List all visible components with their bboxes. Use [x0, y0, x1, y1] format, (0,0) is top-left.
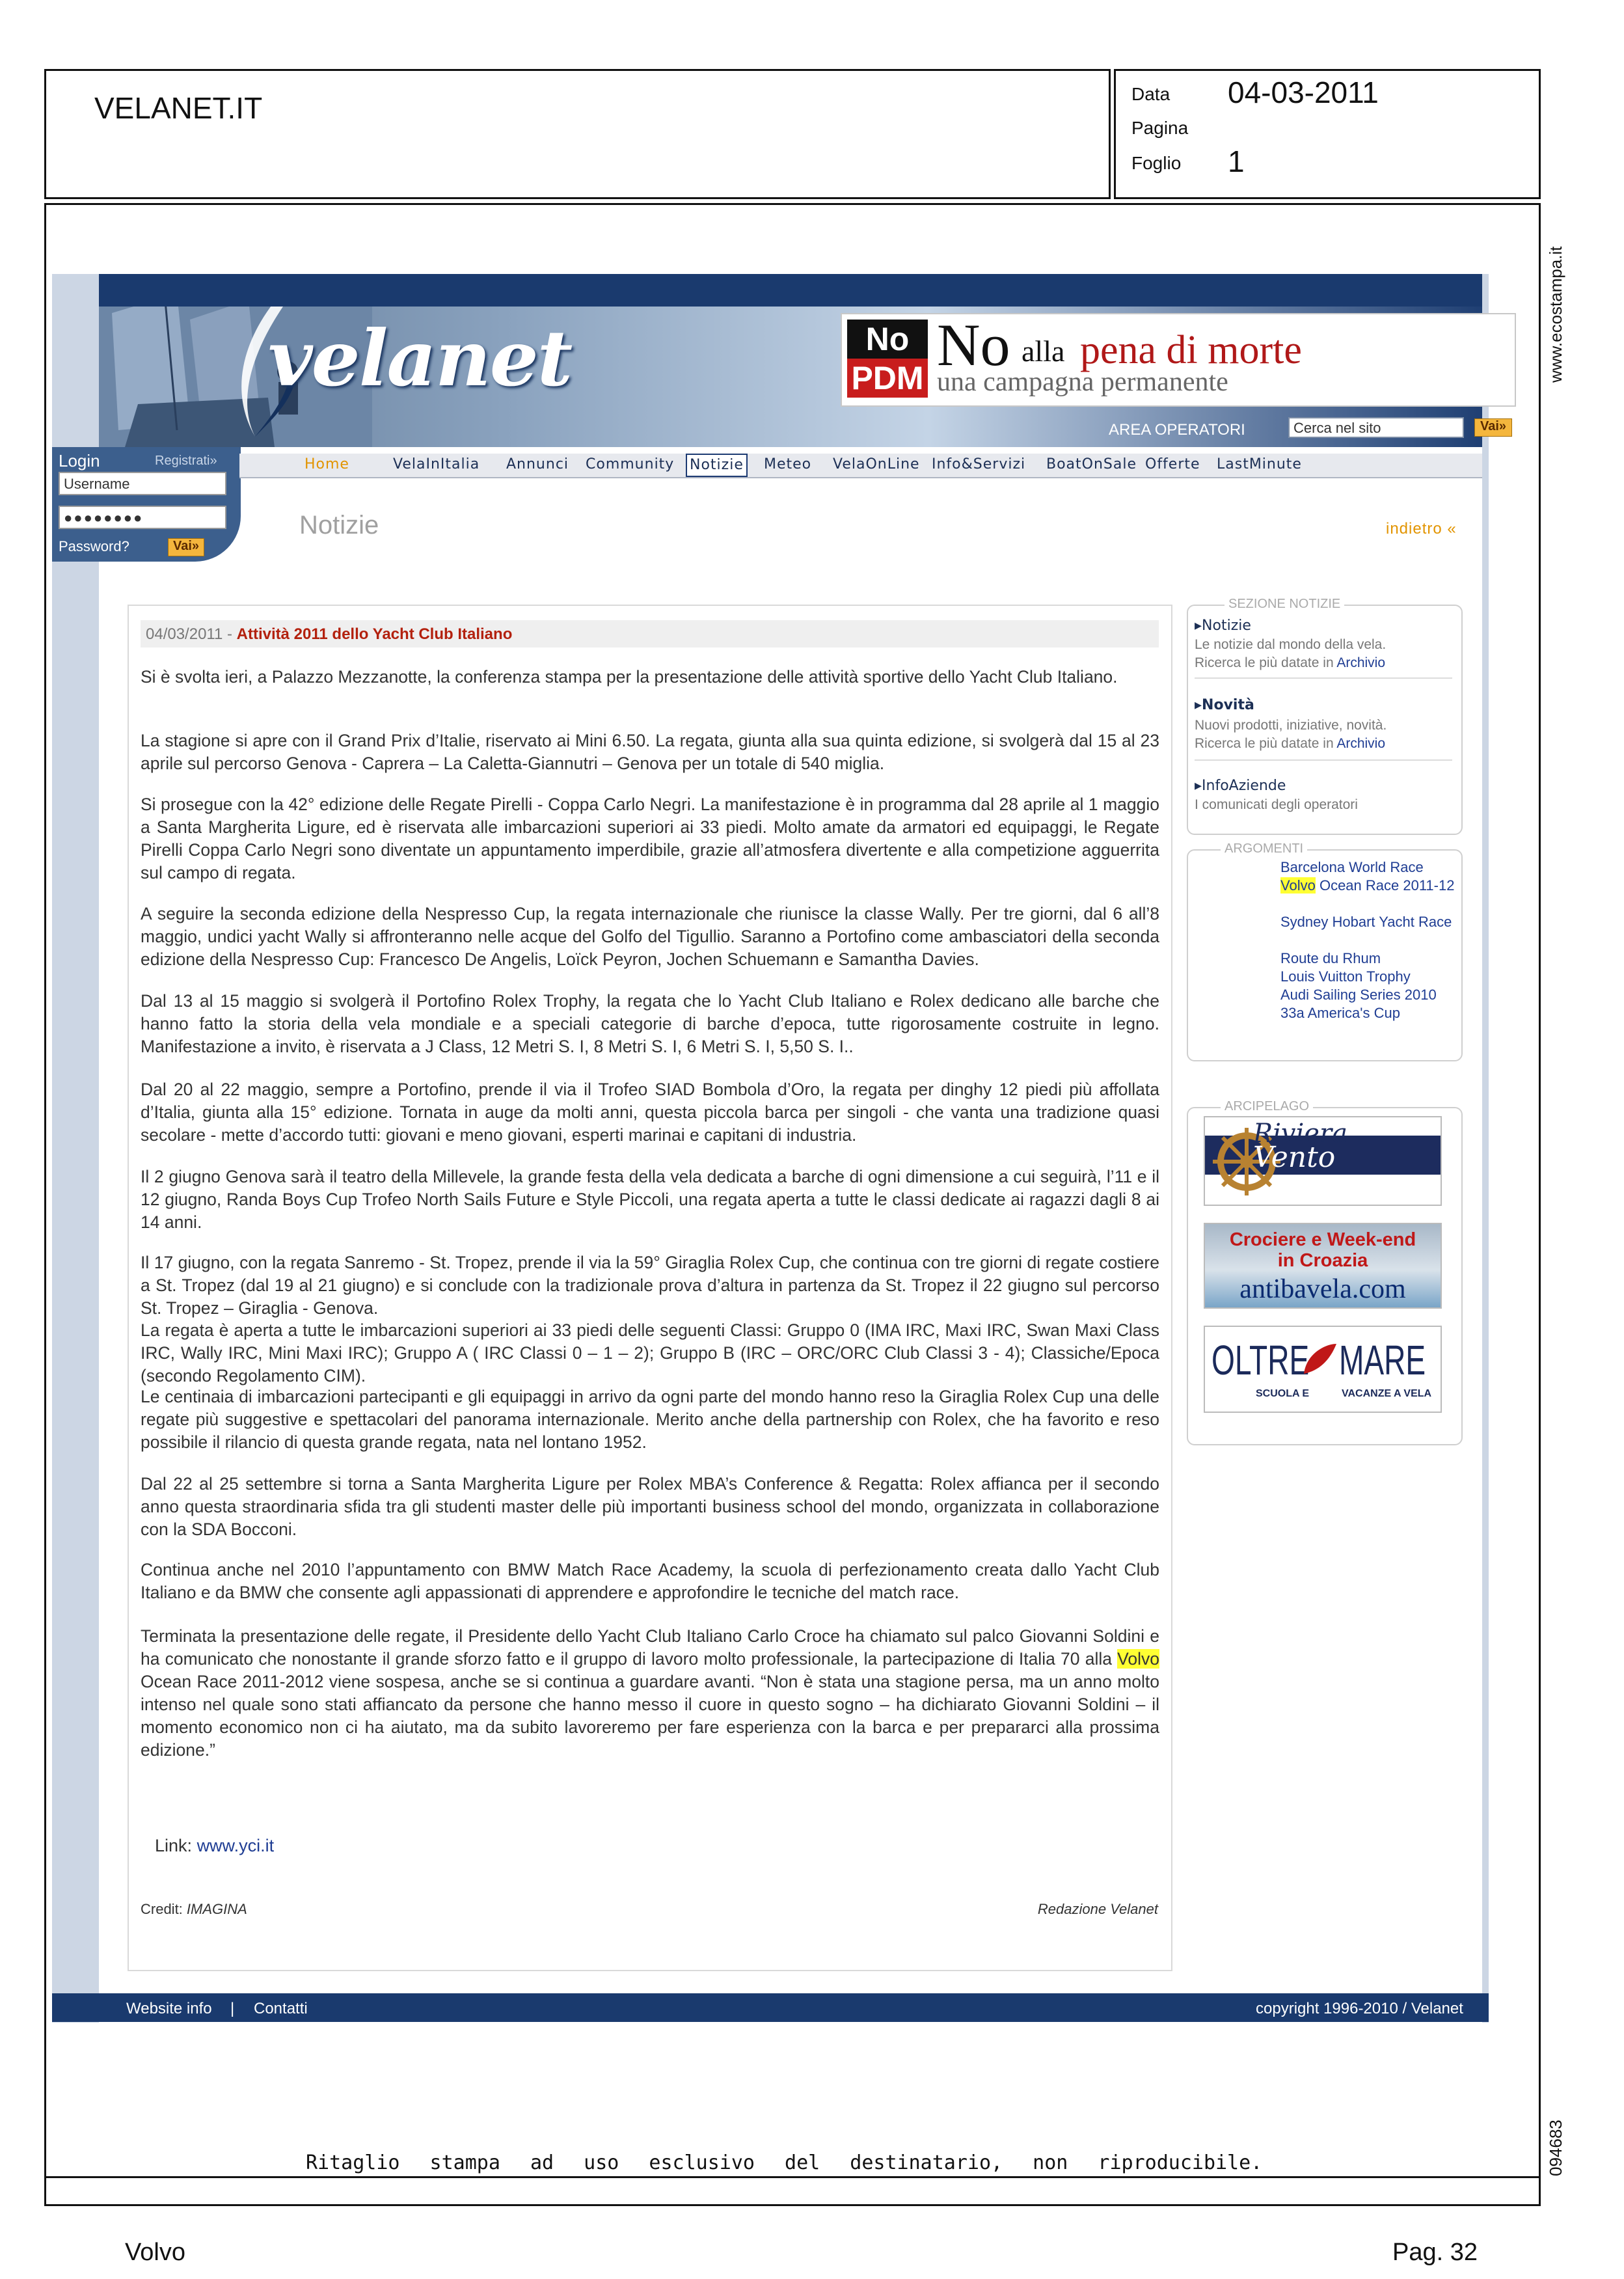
pagina-label: Pagina — [1131, 118, 1189, 138]
nopdm-logo — [847, 320, 928, 398]
topic-label: Volvo — [125, 2239, 185, 2266]
highlight-volvo: Volvo — [1117, 1649, 1159, 1669]
sezione-notizie-box — [1187, 597, 1463, 835]
argomento-link[interactable]: Route du Rhum — [1280, 950, 1381, 966]
login-box — [52, 447, 241, 562]
publication-box — [44, 69, 1111, 199]
data-value: 04-03-2011 — [1228, 75, 1379, 109]
article — [128, 605, 1172, 1971]
data-label: Data — [1131, 84, 1171, 104]
argomento-link[interactable]: Barcelona World Race — [1280, 859, 1424, 875]
article-paragraph — [141, 1625, 1159, 1762]
website-info-link[interactable]: Website info — [126, 2000, 212, 2017]
copyright: copyright 1996-2010 / Velanet — [1256, 2000, 1463, 2017]
novita-heading[interactable] — [1195, 697, 1254, 713]
page-number: Pag. 32 — [1392, 2239, 1478, 2266]
foglio-value: 1 — [1228, 144, 1245, 178]
arrow-right-icon: ▸ — [1195, 697, 1202, 713]
article-paragraph: La stagione si apre con il Grand Prix d’Italie, riservato ai Mini 6.50. La regata, giunta alla sua quinta edizione, si svolgerà dal 15 al 23 aprile sul percorso Genova - Caprera – La Caletta-Giannutri – Genova per un totale di 540 miglia. — [141, 731, 1159, 773]
highlight-volvo: Volvo — [1280, 877, 1316, 894]
infoaziende-title: InfoAziende — [1202, 778, 1286, 794]
article-link[interactable]: www.yci.it — [196, 1836, 275, 1855]
article-paragraph: Il 2 giugno Genova sarà il teatro della Millevele, la grande festa della vela dedicata a barche di ogni dimensione a cui seguirà, l’11 e il 12 giugno, Randa Boys Cup Trofeo North Sails Future e Style Piccoli, una regata aperta a tutte le classi dedicate ai ragazzi dagli 8 ai 14 anni. — [141, 1167, 1159, 1232]
archive-prefix: Ricerca le più datate in — [1195, 736, 1334, 751]
website-capture — [52, 274, 1507, 2023]
campaign-alla: alla — [1022, 334, 1065, 368]
article-paragraph: Le centinaia di imbarcazioni partecipanti e gli equipaggi in arrivo da ogni parte del mondo hanno reso la Giraglia Rolex Cup una delle regate più suggestive e spettacolari del panorama internazionale. Merito anche della partnership con Rolex, che ha favorito e reso possibile il rilancio di questa grande regata, nata nel lontano 1952. — [141, 1387, 1159, 1452]
article-paragraph: Dal 13 al 15 maggio si svolgerà il Portofino Rolex Trophy, la regata che lo Yacht Club Italiano e Rolex dedicano alle barche che hanno fatto la storia della vela mondiale e a speciali categorie di barche d’epoca, tutte rigorosamente costruite in legno. Manifestazione a invito, è riservata a J Class, 12 Metri S. I, 8 Metri S. I, 6 Metri S. I, 5,50 S. I.. — [141, 991, 1159, 1056]
arcipelago-caption: ARCIPELAGO — [1221, 1099, 1313, 1114]
footer-separator: | — [230, 2000, 235, 2017]
password-input[interactable]: ●●●●●●●● — [59, 506, 226, 529]
article-text: Ocean Race 2011-2012 viene sospesa, anche se si continua a guardare avanti. “Non è stata una stagione persa, ma un anno molto intenso nel quale sono stati affiancato da persone che hanno messo il cuore in questo sogno – ha dichiarato Giovanni Soldini – il momento economico non ci ha aiutato, ma da subito lavoreremo per fare esperienza con la barca e per prepararci alla prossima edizione.” — [141, 1672, 1159, 1760]
register-link[interactable]: Registrati» — [155, 454, 217, 468]
ad3-mare: MARE — [1339, 1337, 1426, 1384]
infoaziende-heading[interactable] — [1195, 778, 1286, 794]
nav-annunci[interactable]: Annunci — [506, 456, 569, 472]
credit-value: IMAGINA — [186, 1901, 247, 1917]
infoaziende-desc: I comunicati degli operatori — [1195, 797, 1358, 812]
nopdm-logo-bottom: PDM — [847, 359, 928, 398]
nav-home[interactable]: Home — [304, 456, 349, 472]
sezione-notizie-caption: SEZIONE NOTIZIE — [1225, 597, 1344, 612]
argomento-link[interactable] — [1280, 877, 1456, 895]
article-header-line — [146, 625, 512, 644]
site-footer — [52, 1993, 1489, 2022]
username-input[interactable]: Username — [59, 472, 226, 495]
nav-community[interactable]: Community — [586, 456, 675, 472]
nav-velaonline[interactable]: VelaOnLine — [833, 456, 920, 472]
notizie-archive-line — [1195, 654, 1385, 672]
page-title: Notizie — [299, 511, 379, 539]
argomento-link[interactable]: Louis Vuitton Trophy — [1280, 968, 1411, 985]
password-recovery-link[interactable]: Password? — [59, 538, 129, 554]
notizie-desc: Le notizie dal mondo della vela. — [1195, 637, 1387, 652]
article-text: Terminata la presentazione delle regate, il Presidente dello Yacht Club Italiano Carlo Croce ha chiamato sul palco Giovanni Soldini e ha comunicato che nonostante il grande sforzo fatto e il gruppo di lavoro molto professionale, la partecipazione di Italia 70 alla — [141, 1626, 1159, 1669]
login-go-button[interactable]: Vai» — [168, 538, 204, 556]
nav-info-servizi[interactable]: Info&Servizi — [932, 456, 1026, 472]
archive-prefix: Ricerca le più datate in — [1195, 655, 1334, 670]
nopdm-logo-top: No — [847, 320, 928, 359]
ad2-line1: Crociere e Week-end — [1229, 1229, 1416, 1250]
article-author: Redazione Velanet — [1037, 1901, 1158, 1917]
article-paragraph: Dal 20 al 22 maggio, sempre a Portofino, prende il via il Trofeo SIAD Bombola d’Oro, la regata per dinghy 12 piedi più affollata d’Italia, giunta alla 15° edizione. Tornata in auge da molti anni, questa piccola barca per singoli - che vanta una tradizione quasi secolare - mette d’accordo tutti: giovani e meno giovani, esperti marinai e capitani di industria. — [141, 1080, 1159, 1145]
nav-notizie[interactable]: Notizie — [686, 454, 748, 477]
argomento-link[interactable]: 33a America's Cup — [1280, 1005, 1400, 1021]
notizie-heading[interactable] — [1195, 618, 1251, 634]
disclaimer-rule — [46, 2176, 1539, 2178]
article-paragraph: Si prosegue con la 42° edizione delle Regate Pirelli - Coppa Carlo Negri. La manifestazione è in programma dal 28 aprile al 1 maggio a Santa Margherita Ligure, ed è riservata alle imbarcazioni superiori ai 33 piedi. Molto amate da armatori ed equipaggi, le Regate Pirelli Coppa Carlo Negri sono diventate un appuntamento imperdibile, grazie all’atmosfera divertente e alla competizione agguerrita sul campo di regata. — [141, 795, 1159, 882]
nav-lastminute[interactable]: LastMinute — [1217, 456, 1302, 472]
credit-label: Credit: — [141, 1901, 183, 1917]
article-date: 04/03/2011 - — [146, 625, 232, 643]
novita-title: Novità — [1202, 697, 1254, 713]
article-header — [141, 620, 1159, 648]
article-paragraph: Continua anche nel 2010 l’appuntamento con BMW Match Race Academy, la scuola di perfezionamento creata dallo Yacht Club Italiano e da BMW che consente agli appassionati di apprendere e approfondire le tecniche del match race. — [141, 1560, 1159, 1602]
article-paragraph: Dal 22 al 25 settembre si torna a Santa Margherita Ligure per Rolex MBA’s Conference & Regatta: Rolex affianca per il secondo anno questa straordinaria sfida tra gli studenti master delle più importanti business school del mondo, organizzata in collaborazione con la SDA Bocconi. — [141, 1474, 1159, 1539]
novita-desc: Nuovi prodotti, iniziative, novità. — [1195, 718, 1387, 733]
argomenti-caption: ARGOMENTI — [1221, 841, 1307, 856]
ad2-url: antibavela.com — [1239, 1274, 1406, 1304]
nav-meteo[interactable]: Meteo — [764, 456, 812, 472]
novita-archive-line — [1195, 735, 1385, 753]
top-stripe — [99, 274, 1482, 307]
nav-velainitalia[interactable]: VelaInItalia — [393, 456, 480, 472]
antibavela-ad[interactable] — [1204, 1223, 1442, 1309]
link-label: Link: — [155, 1836, 193, 1855]
clip-number: 094683 — [1546, 2120, 1565, 2176]
ad2-line2: in Croazia — [1277, 1250, 1368, 1271]
ad3-scuola: SCUOLA E — [1256, 1388, 1310, 1399]
novita-archive-link[interactable]: Archivio — [1336, 736, 1386, 751]
sail-logo-icon — [1300, 1340, 1339, 1379]
nav-boatonsale[interactable]: BoatOnSale — [1046, 456, 1137, 472]
argomenti-box — [1187, 841, 1463, 1061]
meta-box — [1114, 69, 1541, 199]
article-paragraph: A seguire la seconda edizione della Nespresso Cup, la regata internazionale che riunisce la classe Wally. Per tre giorni, dal 6 all’8 maggio, undici yacht Wally si affronteranno nelle acque del Golfo del Tigullio. Saranno a Portofino come ambasciatori della seconda edizione della Nespresso Cup: Francesco De Angelis, Loïck Peyron, Jochen Schuemann e Samantha Davies. — [141, 904, 1159, 969]
contatti-link[interactable]: Contatti — [254, 2000, 308, 2017]
article-paragraph: Si è svolta ieri, a Palazzo Mezzanotte, la conferenza stampa per la presentazione delle attività sportive dello Yacht Club Italiano. — [141, 667, 1118, 687]
arcipelago-box — [1187, 1099, 1463, 1445]
campaign-subtitle: una campagna permanente — [937, 367, 1228, 397]
disclaimer: Ritaglio stampa ad uso esclusivo del destinatario, non riproducibile. — [306, 2151, 1263, 2174]
ecostampa-url: www.ecostampa.it — [1546, 246, 1565, 383]
ad3-vacanze: VACANZE A VELA — [1342, 1388, 1432, 1399]
argomento-link[interactable]: Sydney Hobart Yacht Race — [1280, 914, 1452, 930]
notizie-title: Notizie — [1202, 618, 1251, 634]
velanet-logo[interactable]: velanet — [268, 313, 572, 403]
area-operatori-link[interactable]: AREA OPERATORI — [1109, 421, 1245, 439]
notizie-archive-link[interactable]: Archivio — [1336, 655, 1386, 670]
oltremare-ad[interactable] — [1204, 1326, 1442, 1413]
arrow-right-icon: ▸ — [1195, 618, 1202, 634]
arrow-right-icon: ▸ — [1195, 778, 1202, 794]
nav-offerte[interactable]: Offerte — [1145, 456, 1200, 472]
divider — [1195, 759, 1452, 761]
campaign-pena: pena di morte — [1080, 328, 1302, 372]
login-title: Login — [59, 451, 100, 471]
search-input[interactable]: Cerca nel sito — [1288, 417, 1464, 438]
riviera-vento-ad[interactable] — [1204, 1116, 1442, 1206]
argomento-link[interactable]: Audi Sailing Series 2010 — [1280, 987, 1437, 1003]
ad3-oltre: OLTRE — [1211, 1337, 1310, 1384]
divider — [1195, 677, 1452, 679]
foglio-label: Foglio — [1131, 153, 1182, 173]
ad1-vento: Vento — [1253, 1141, 1336, 1174]
article-paragraph: La regata è aperta a tutte le imbarcazioni superiori ai 33 piedi delle seguenti Classi: Gruppo 0 (IMA IRC, Maxi IRC, Swan Maxi Class IRC, Wally IRC, Mini Maxi IRC); Gruppo A ( IRC Classi 0 – 1 – 2); Gruppo B (IRC – ORC/ORC Club Classi 3 - 4); Classiche/Epoca (secondo Regolamento CIM). — [141, 1320, 1159, 1385]
back-link[interactable]: indietro « — [1386, 520, 1457, 538]
article-link-line — [155, 1836, 274, 1856]
credit-line — [141, 1901, 247, 1918]
article-paragraph: Il 17 giugno, con la regata Sanremo - St. Tropez, prende il via la 59° Giraglia Rolex Cup, che continua con tre giorni di regate costiere a St. Tropez (dal 19 al 21 giugno) e si conclude con la tradizionale prova d’altura in partenza da St. Tropez il 22 giugno sul percorso St. Tropez – Giraglia - Genova. — [141, 1253, 1159, 1318]
nopdm-campaign-banner[interactable] — [841, 313, 1516, 407]
publication-title: VELANET.IT — [94, 91, 263, 125]
article-title: Attività 2011 dello Yacht Club Italiano — [236, 625, 513, 643]
main-nav — [239, 454, 1482, 478]
campaign-no: No — [937, 312, 1010, 378]
ad1-riviera: Riviera — [1253, 1119, 1347, 1149]
search-go-button[interactable]: Vai» — [1474, 418, 1512, 437]
argomento-text: Ocean Race 2011-12 — [1319, 877, 1455, 894]
